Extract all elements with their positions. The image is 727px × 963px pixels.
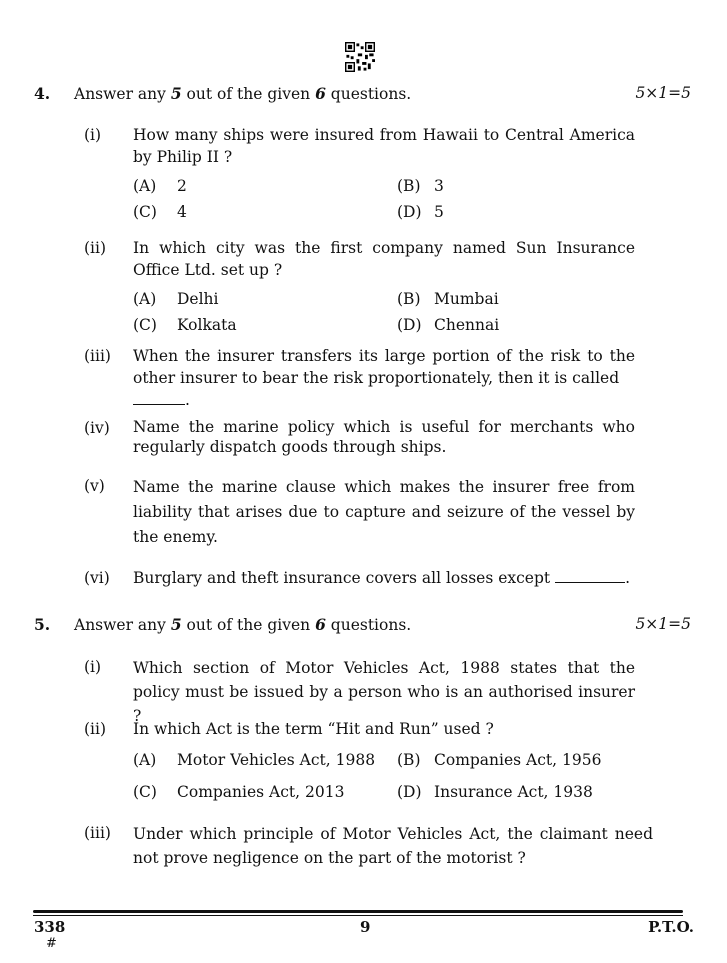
- option: (D) Chennai: [397, 316, 500, 334]
- marks-allocation: 5×1=5: [635, 84, 691, 102]
- option: (C) Kolkata: [133, 316, 237, 334]
- subquestion-number: (iii): [84, 824, 111, 842]
- option: (A) Motor Vehicles Act, 1988: [133, 751, 376, 769]
- subquestion-text: Under which principle of Motor Vehicles Act, the claimant need not prove negligence on the part of the motorist ?: [133, 825, 653, 867]
- option: (C) 4: [133, 203, 187, 221]
- option: (D) Insurance Act, 1938: [397, 783, 593, 801]
- subquestion-text: Name the marine policy which is useful for merchants who regularly dispatch goods through ships.: [133, 418, 635, 456]
- option: (A) 2: [133, 177, 187, 195]
- paper-code: 338: [34, 918, 66, 936]
- subquestion-number: (vi): [84, 569, 110, 587]
- qr-code: [345, 42, 375, 72]
- subquestion-number: (v): [84, 477, 105, 495]
- answer-blank: [555, 569, 625, 583]
- footer-rule-thin: [33, 915, 683, 916]
- option: (D) 5: [397, 203, 444, 221]
- subquestion-number: (i): [84, 658, 102, 676]
- subquestion-text: Which section of Motor Vehicles Act, 1988 states that the policy must be issued by a person who is an authorised insurer ?: [133, 659, 635, 725]
- subquestion-number: (i): [84, 126, 102, 144]
- marks-allocation: 5×1=5: [635, 615, 691, 633]
- subquestion-text: Burglary and theft insurance covers all losses except .: [133, 569, 630, 587]
- option: (B) Companies Act, 1956: [397, 751, 602, 769]
- option: (B) Mumbai: [397, 290, 499, 308]
- option: (A) Delhi: [133, 290, 219, 308]
- subquestion-text: In which city was the first company named Sun Insurance Office Ltd. set up ?: [133, 239, 635, 279]
- paper-code-mark: #: [46, 936, 57, 951]
- subquestion-number: (iv): [84, 419, 110, 437]
- answer-blank: [133, 391, 185, 405]
- pto-label: P.T.O.: [648, 918, 694, 936]
- question-instruction: Answer any 5 out of the given 6 questions.: [74, 615, 412, 634]
- subquestion-number: (ii): [84, 239, 107, 257]
- option: (B) 3: [397, 177, 444, 195]
- question-number: 4.: [34, 84, 51, 103]
- page-number: 9: [360, 918, 371, 936]
- question-instruction: Answer any 5 out of the given 6 questions.: [74, 84, 412, 103]
- subquestion-text: How many ships were insured from Hawaii to Central America by Philip II ?: [133, 126, 635, 166]
- subquestion-number: (iii): [84, 347, 111, 365]
- subquestion-text: In which Act is the term “Hit and Run” used ?: [133, 720, 494, 738]
- option: (C) Companies Act, 2013: [133, 783, 345, 801]
- subquestion-text: When the insurer transfers its large portion of the risk to the other insurer to bear the risk proportionately, then it is called .: [133, 347, 635, 409]
- question-number: 5.: [34, 615, 51, 634]
- subquestion-number: (ii): [84, 720, 107, 738]
- footer-rule: [33, 910, 683, 913]
- subquestion-text: Name the marine clause which makes the insurer free from liability that arises due to capture and seizure of the vessel by the enemy.: [133, 478, 635, 546]
